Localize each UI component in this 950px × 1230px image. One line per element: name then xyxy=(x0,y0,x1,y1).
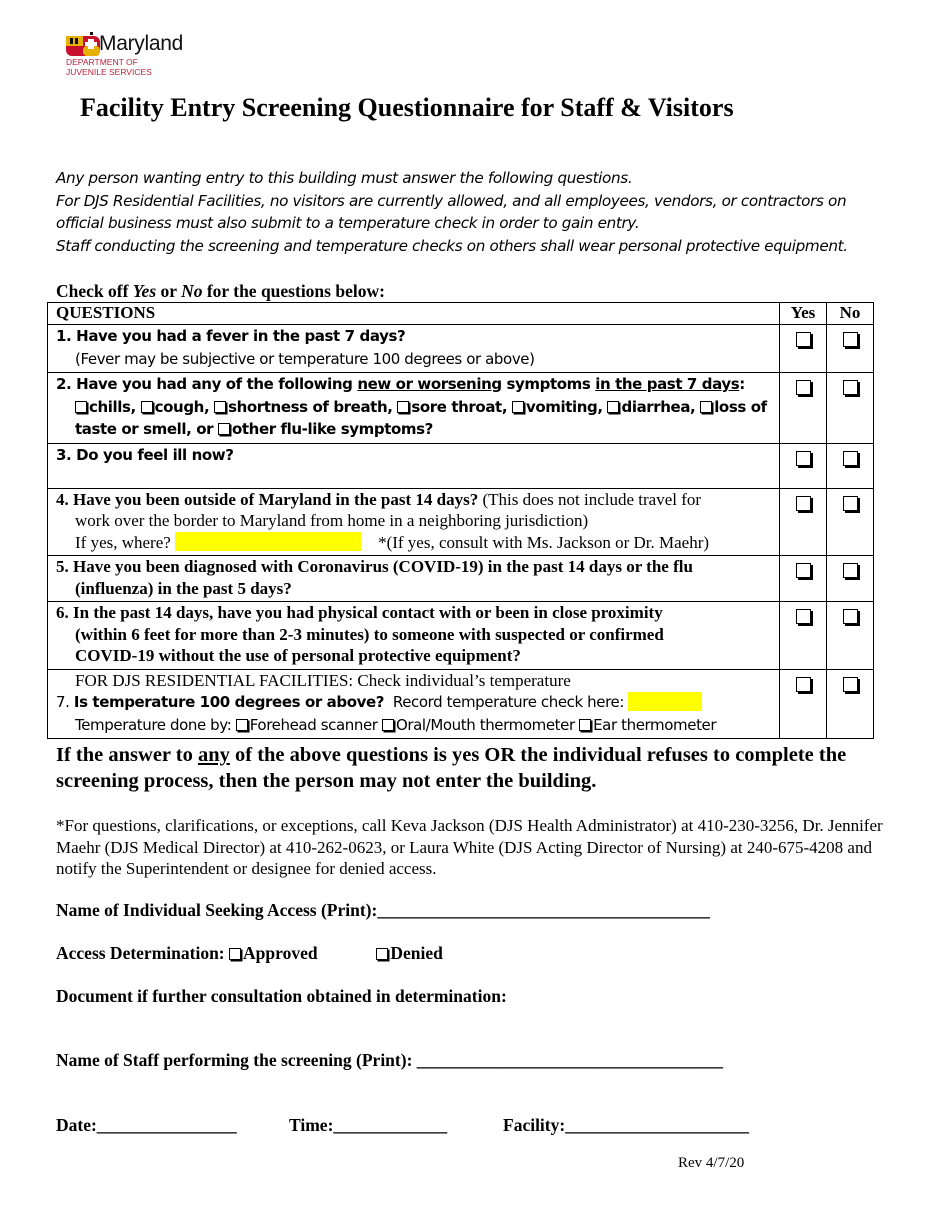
q4-no-checkbox[interactable] xyxy=(843,496,858,511)
logo-brand-text: Maryland xyxy=(99,32,183,55)
ear-thermometer-checkbox[interactable] xyxy=(579,719,591,731)
oral-thermometer-checkbox[interactable] xyxy=(382,719,394,731)
question-1: 1. Have you had a fever in the past 7 days? (Fever may be subjective or temperature 100 degrees or above) xyxy=(48,325,780,373)
shortness-of-breath-checkbox[interactable] xyxy=(214,401,226,413)
q3-yes-checkbox[interactable] xyxy=(796,451,811,466)
contact-note: *For questions, clarifications, or exceptions, call Keva Jackson (DJS Health Administrator) at 410-230-3256, Dr. Jennifer Maehr (DJS Medical Director) at 410-262-0623, or Laura White (DJS Acting Director of Nursing) at 240-675-4208 and notify the Superintendent or designee for denied access. xyxy=(56,816,883,878)
question-row-6 xyxy=(48,602,874,670)
other-symptoms-checkbox[interactable] xyxy=(218,423,230,435)
q5-no-checkbox[interactable] xyxy=(843,563,858,578)
question-row-3 xyxy=(48,443,874,488)
maryland-djs-logo xyxy=(66,30,206,80)
q7-no-checkbox[interactable] xyxy=(843,677,858,692)
chills-checkbox[interactable] xyxy=(75,401,87,413)
q6-no-checkbox[interactable] xyxy=(843,609,858,624)
q2-yes-checkbox[interactable] xyxy=(796,380,811,395)
question-row-7 xyxy=(48,669,874,739)
staff-name-field[interactable]: Name of Staff performing the screening (Print): ___________________________________ xyxy=(56,1050,724,1070)
travel-location-field[interactable] xyxy=(175,532,361,551)
question-4: 4. Have you been outside of Maryland in the past 14 days? (This does not include travel for work over the border to Maryland from home in a neighboring jurisdiction) If yes, where? *(If yes, consult with Ms. Jackson or Dr. Maehr) xyxy=(48,488,780,556)
question-3: 3. Do you feel ill now? xyxy=(48,443,780,488)
approved-checkbox[interactable] xyxy=(229,948,241,960)
forehead-scanner-checkbox[interactable] xyxy=(236,719,248,731)
question-5: 5. Have you been diagnosed with Coronavirus (COVID-19) in the past 14 days or the flu (influenza) in the past 5 days? xyxy=(48,556,780,602)
q1-yes-checkbox[interactable] xyxy=(796,332,811,347)
time-field[interactable]: Time:_____________ xyxy=(289,1115,448,1135)
page-title: Facility Entry Screening Questionnaire for Staff & Visitors xyxy=(80,93,734,122)
question-7: FOR DJS RESIDENTIAL FACILITIES: Check individual’s temperature 7. Is temperature 100 degrees or above? Record temperature check here: Temperature done by: Forehead scanner Oral/Mouth thermometer Ear thermometer xyxy=(48,669,780,739)
date-field[interactable]: Date:________________ xyxy=(56,1115,237,1135)
facility-field[interactable]: Facility:_____________________ xyxy=(503,1115,749,1135)
q2-no-checkbox[interactable] xyxy=(843,380,858,395)
loss-of-taste-checkbox[interactable] xyxy=(700,401,712,413)
q1-no-checkbox[interactable] xyxy=(843,332,858,347)
q7-yes-checkbox[interactable] xyxy=(796,677,811,692)
vomiting-checkbox[interactable] xyxy=(512,401,524,413)
yes-header: Yes xyxy=(780,303,827,325)
cough-checkbox[interactable] xyxy=(141,401,153,413)
denied-checkbox[interactable] xyxy=(376,948,388,960)
consultation-label: Document if further consultation obtained in determination: xyxy=(56,986,507,1006)
questions-header: QUESTIONS xyxy=(48,303,780,325)
no-header: No xyxy=(827,303,874,325)
revision-date: Rev 4/7/20 xyxy=(678,1155,745,1171)
diarrhea-checkbox[interactable] xyxy=(607,401,619,413)
intro-paragraph: Any person wanting entry to this building must answer the following questions. For DJS Residential Facilities, no visitors are currently allowed, and all employees, vendors, or contractors on official business must also submit to a temperature check in order to gain entry. Staff conducting the screening and temperature checks on others shall wear personal protective equipment. xyxy=(56,169,848,255)
q4-yes-checkbox[interactable] xyxy=(796,496,811,511)
question-2: 2. Have you had any of the following new or worsening symptoms in the past 7 days: chills, cough, shortness of breath, sore throat, vomiting, diarrhea, loss of taste or smell, or other flu-like symptoms? xyxy=(48,373,780,444)
logo-department-text: DEPARTMENT OF JUVENILE SERVICES xyxy=(66,57,152,77)
checkoff-instruction: Check off Yes or No for the questions below: xyxy=(56,281,385,301)
access-determination: Access Determination: Approved Denied xyxy=(56,943,443,963)
q3-no-checkbox[interactable] xyxy=(843,451,858,466)
question-row-4 xyxy=(48,488,874,556)
question-row-1 xyxy=(48,325,874,373)
q5-yes-checkbox[interactable] xyxy=(796,563,811,578)
q6-yes-checkbox[interactable] xyxy=(796,609,811,624)
table-header-row xyxy=(48,303,874,325)
questions-table xyxy=(47,302,874,739)
question-6: 6. In the past 14 days, have you had physical contact with or been in close proximity (within 6 feet for more than 2-3 minutes) to someone with suspected or confirmed COVID-19 without the use of personal protective equipment? xyxy=(48,602,780,670)
sore-throat-checkbox[interactable] xyxy=(397,401,409,413)
question-row-2 xyxy=(48,373,874,444)
question-row-5 xyxy=(48,556,874,602)
temperature-record-field[interactable] xyxy=(628,692,702,711)
individual-name-field[interactable]: Name of Individual Seeking Access (Print):______________________________________ xyxy=(56,900,710,920)
maryland-flag-icon xyxy=(66,30,100,56)
denial-warning: If the answer to any of the above questions is yes OR the individual refuses to complete the screening process, then the person may not enter the building. xyxy=(56,744,847,792)
